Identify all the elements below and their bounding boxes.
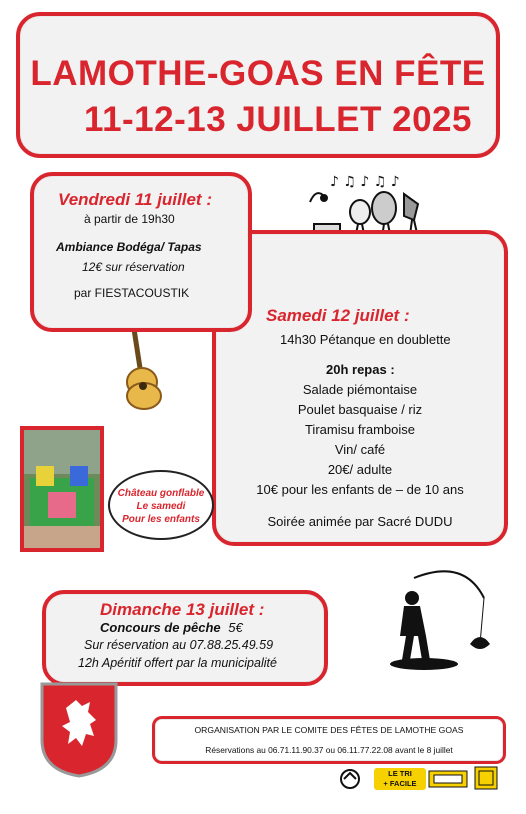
reservation-phones: Réservations au 06.71.11.90.37 ou 06.11.77.22.08 avant le 8 juillet [205,745,453,755]
bouncy-line: Pour les enfants [122,514,200,525]
friday-price: 12€ sur réservation [82,260,185,274]
sunday-reservation: Sur réservation au 07.88.25.49.59 [84,638,274,652]
friday-theme: Ambiance Bodéga/ Tapas [56,240,202,254]
saturday-heading: Samedi 12 juillet : [266,306,410,325]
recycling-logo-icon [428,768,468,790]
fisherman-image [384,558,496,672]
bouncy-castle-photo [20,426,104,552]
title-banner [16,12,500,158]
bouncy-castle-note [108,470,214,540]
recycle-logo-icon [338,768,370,790]
friday-section [30,172,252,332]
saturday-evening: Soirée animée par Sacré DUDU [267,514,453,529]
sunday-heading: Dimanche 13 juillet : [100,600,265,619]
saturday-petanque: 14h30 Pétanque en doublette [280,332,451,347]
menu-item: Poulet basquaise / riz [297,402,423,417]
menu-item: Vin/ café [334,442,386,457]
svg-text:♪ ♫ ♪ ♫ ♪: ♪ ♫ ♪ ♫ ♪ [330,174,400,190]
tri-line: + FACILE [383,779,417,788]
sunday-contest-price: 5€ [228,620,243,635]
menu-item: 20€/ adulte [327,462,393,477]
sunday-contest-line [100,620,243,635]
triman-logo-icon [474,766,498,790]
sunday-contest: Concours de pêche [100,620,221,635]
saturday-meal-title: 20h repas : [326,362,395,377]
bouncy-line: Château gonflable [117,488,205,499]
friday-heading: Vendredi 11 juillet : [58,190,212,209]
organisation-section [152,716,506,764]
coat-of-arms-image [38,680,120,780]
menu-item: 10€ pour les enfants de – de 10 ans [256,482,464,497]
event-title: LAMOTHE-GOAS EN FÊTE [30,54,486,93]
menu-item: Tiramisu framboise [304,422,416,437]
friday-time: à partir de 19h30 [84,212,175,226]
saturday-section [212,230,508,546]
tri-line: LE TRI [388,769,412,778]
sunday-section [42,590,328,686]
bouncy-line: Le samedi [136,501,186,512]
le-tri-facile-logo [374,768,426,790]
menu-item: Salade piémontaise [302,382,418,397]
event-dates: 11-12-13 JUILLET 2025 [84,100,472,139]
sunday-aperitif: 12h Apéritif offert par la municipalité [78,656,277,670]
friday-band: par FIESTACOUSTIK [74,286,190,300]
organisation-line: ORGANISATION PAR LE COMITE DES FÊTES DE LAMOTHE GOAS [194,725,464,735]
